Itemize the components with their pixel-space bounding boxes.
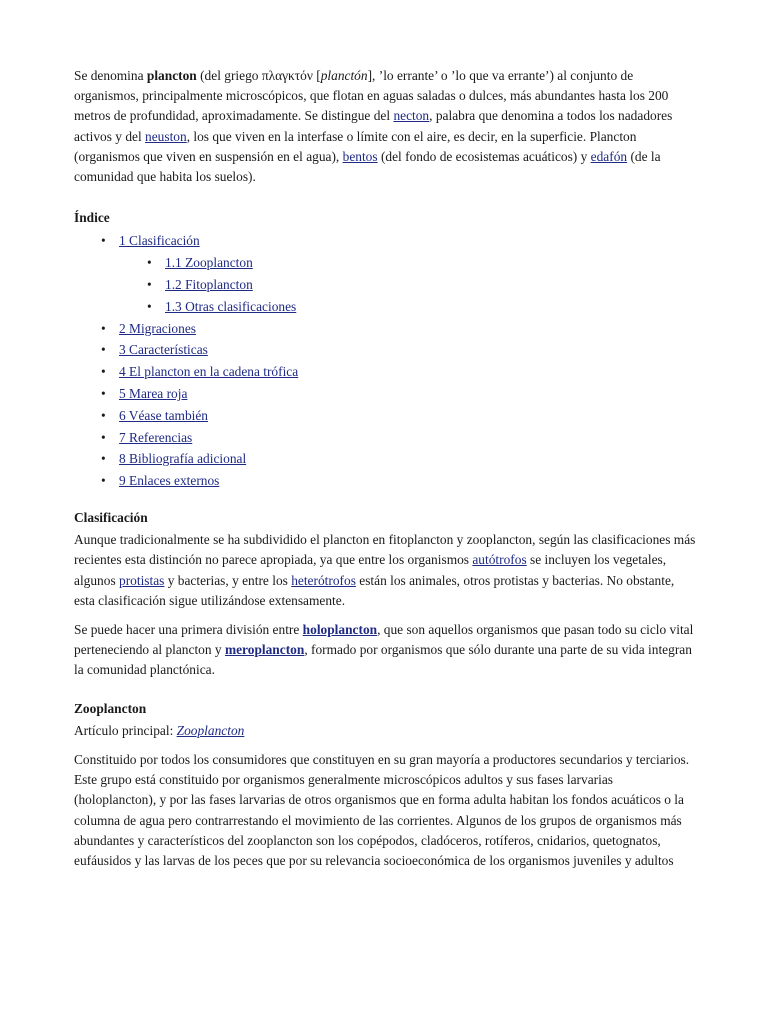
- clasificacion-paragraph-2: [74, 620, 698, 681]
- toc-item: [74, 296, 698, 318]
- toc-item: [74, 361, 698, 383]
- toc-link-referencias[interactable]: 7 Referencias: [119, 429, 193, 445]
- toc-link-cadena-trofica[interactable]: 4 El plancton en la cadena trófica: [119, 364, 299, 380]
- toc-item: [74, 252, 698, 274]
- toc-item: [74, 470, 698, 492]
- toc-link-vease-tambien[interactable]: 6 Véase también: [119, 407, 208, 423]
- article-body: [74, 66, 698, 871]
- toc-item: [74, 318, 698, 340]
- paragraph-text: , que son aquellos organismos que pasan todo su ciclo vital perteneciendo al plancton y: [74, 622, 694, 658]
- toc-item: [74, 427, 698, 449]
- intro-paragraph: [74, 66, 698, 187]
- toc-item: [74, 448, 698, 470]
- toc-title: Índice: [74, 210, 110, 226]
- intro-text: (del griego πλαγκτόν [: [196, 68, 321, 83]
- link-meroplancton[interactable]: meroplancton: [224, 642, 305, 658]
- zooplancton-paragraph: Constituido por todos los consumidores que constituyen en su gran mayoría a productores secundarios y terciarios. Este grupo está constituido por organismos generalmente microscópicos adultos y sus fases larvarias (holoplancton), y por las fases larvarias de otros organismos que en forma adulta habitan los fondos acuáticos o la columna de agua pero contrarrestando el movimiento de las corrientes. Algunos de los grupos de organismos más abundantes y característicos del zooplancton son los copépodos, cladóceros, rotíferos, cnidarios, quetognatos, eufáusidos y las larvas de los peces que por su relevancia socioeconómica de los organismos juveniles y adultos: [74, 752, 690, 869]
- main-article-note: [74, 721, 698, 741]
- paragraph-text: se incluyen los vegetales, algunos: [74, 552, 667, 588]
- toc-link-clasificacion[interactable]: 1 Clasificación: [119, 233, 200, 249]
- paragraph-text: , formado por organismos que sólo durante una parte de su vida integran la comunidad planctónica.: [74, 642, 692, 678]
- paragraph-text: están los animales, otros protistas y bacterias. No obstante, esta clasificación sigue utilizándose extensamente.: [74, 572, 675, 608]
- intro-text: , palabra que denomina a todos los nadadores activos y del: [74, 108, 673, 144]
- toc-link-fitoplancton[interactable]: 1.2 Fitoplancton: [165, 277, 253, 293]
- intro-text: , los que viven en la interfase o límite con el aire, es decir, en la superficie. Plancton (organismos que viven en suspensión en el agua),: [74, 128, 637, 164]
- intro-text: ], ’lo errante’ o ’lo que va errante’) al conjunto de organismos, principalmente microscópicos, que flotan en aguas saladas o dulces, más abundantes hasta los 200 metros de profundidad, aproximadamente. Se distingue del: [74, 68, 669, 124]
- link-holoplancton[interactable]: holoplancton: [302, 622, 378, 637]
- toc-item: [74, 405, 698, 427]
- paragraph-text: Se puede hacer una primera división entre: [74, 622, 303, 637]
- paragraph-text: y bacterias, y entre los: [164, 572, 292, 588]
- link-autotrofos[interactable]: autótrofos: [472, 552, 527, 568]
- term-plancton-greek: planctón: [320, 68, 368, 83]
- link-heterotrofos[interactable]: heterótrofos: [291, 572, 356, 588]
- link-bentos[interactable]: bentos: [342, 148, 378, 164]
- main-article-prefix: Artículo principal:: [74, 722, 177, 738]
- term-plancton: plancton: [146, 68, 197, 83]
- toc-item: [74, 230, 698, 252]
- link-zooplancton-main[interactable]: Zooplancton: [176, 722, 245, 738]
- link-necton[interactable]: necton: [393, 108, 430, 124]
- clasificacion-paragraph-1: [74, 530, 698, 611]
- link-edafon[interactable]: edafón: [590, 148, 628, 164]
- paragraph-text: Aunque tradicionalmente se ha subdividido el plancton en fitoplancton y zooplancton, según las clasificaciones más recientes esta distinción no parece apropiada, ya que entre los organismos: [74, 532, 696, 568]
- toc-item: [74, 274, 698, 296]
- toc-link-otras-clasificaciones[interactable]: 1.3 Otras clasificaciones: [165, 298, 297, 314]
- section-heading-clasificacion: Clasificación: [74, 509, 148, 525]
- table-of-contents: [74, 230, 698, 492]
- link-protistas[interactable]: protistas: [119, 572, 165, 588]
- toc-link-caracteristicas[interactable]: 3 Características: [119, 342, 208, 358]
- intro-text: (del fondo de ecosistemas acuáticos) y: [377, 148, 591, 164]
- link-neuston[interactable]: neuston: [145, 128, 187, 144]
- section-heading-zooplancton: Zooplancton: [74, 700, 147, 716]
- toc-item: [74, 383, 698, 405]
- toc-link-marea-roja[interactable]: 5 Marea roja: [119, 386, 188, 401]
- toc-link-bibliografia[interactable]: 8 Bibliografía adicional: [119, 451, 247, 467]
- toc-link-enlaces-externos[interactable]: 9 Enlaces externos: [119, 473, 220, 489]
- intro-text: Se denomina: [74, 68, 147, 83]
- intro-text: (de la comunidad que habita los suelos).: [74, 148, 661, 185]
- toc-item: [74, 339, 698, 361]
- toc-link-migraciones[interactable]: 2 Migraciones: [119, 320, 196, 336]
- toc-link-zooplancton[interactable]: 1.1 Zooplancton: [165, 255, 253, 271]
